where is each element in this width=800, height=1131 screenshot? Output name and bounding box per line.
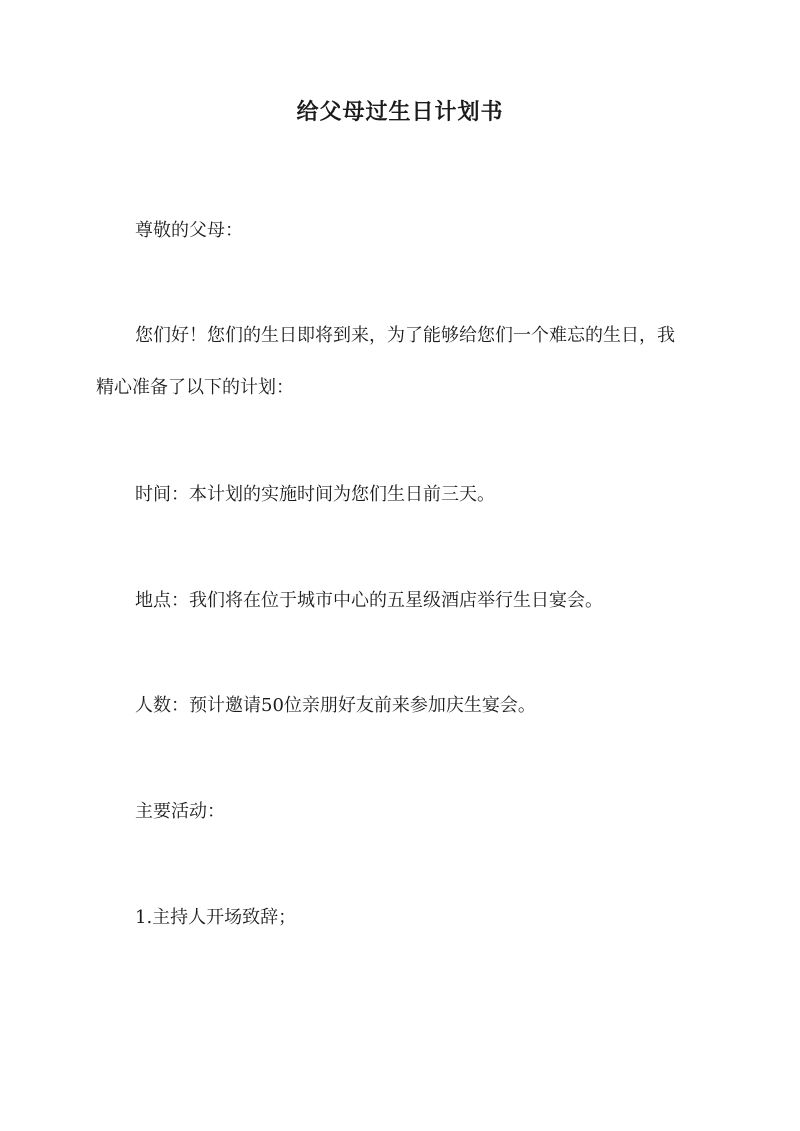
salutation: 尊敬的父母： (135, 220, 243, 241)
document-title: 给父母过生日计划书 (296, 99, 504, 125)
intro-paragraph-line-1: 您们好！您们的生日即将到来，为了能够给您们一个难忘的生日，我 (135, 325, 675, 346)
time-paragraph: 时间：本计划的实施时间为您们生日前三天。 (135, 484, 495, 505)
people-paragraph: 人数：预计邀请50位亲朋好友前来参加庆生宴会。 (135, 695, 536, 716)
place-paragraph: 地点：我们将在位于城市中心的五星级酒店举行生日宴会。 (135, 590, 603, 611)
activities-heading: 主要活动： (135, 801, 225, 822)
intro-paragraph-line-2: 精心准备了以下的计划： (96, 377, 294, 398)
activity-item-1: 1.主持人开场致辞； (135, 907, 297, 928)
